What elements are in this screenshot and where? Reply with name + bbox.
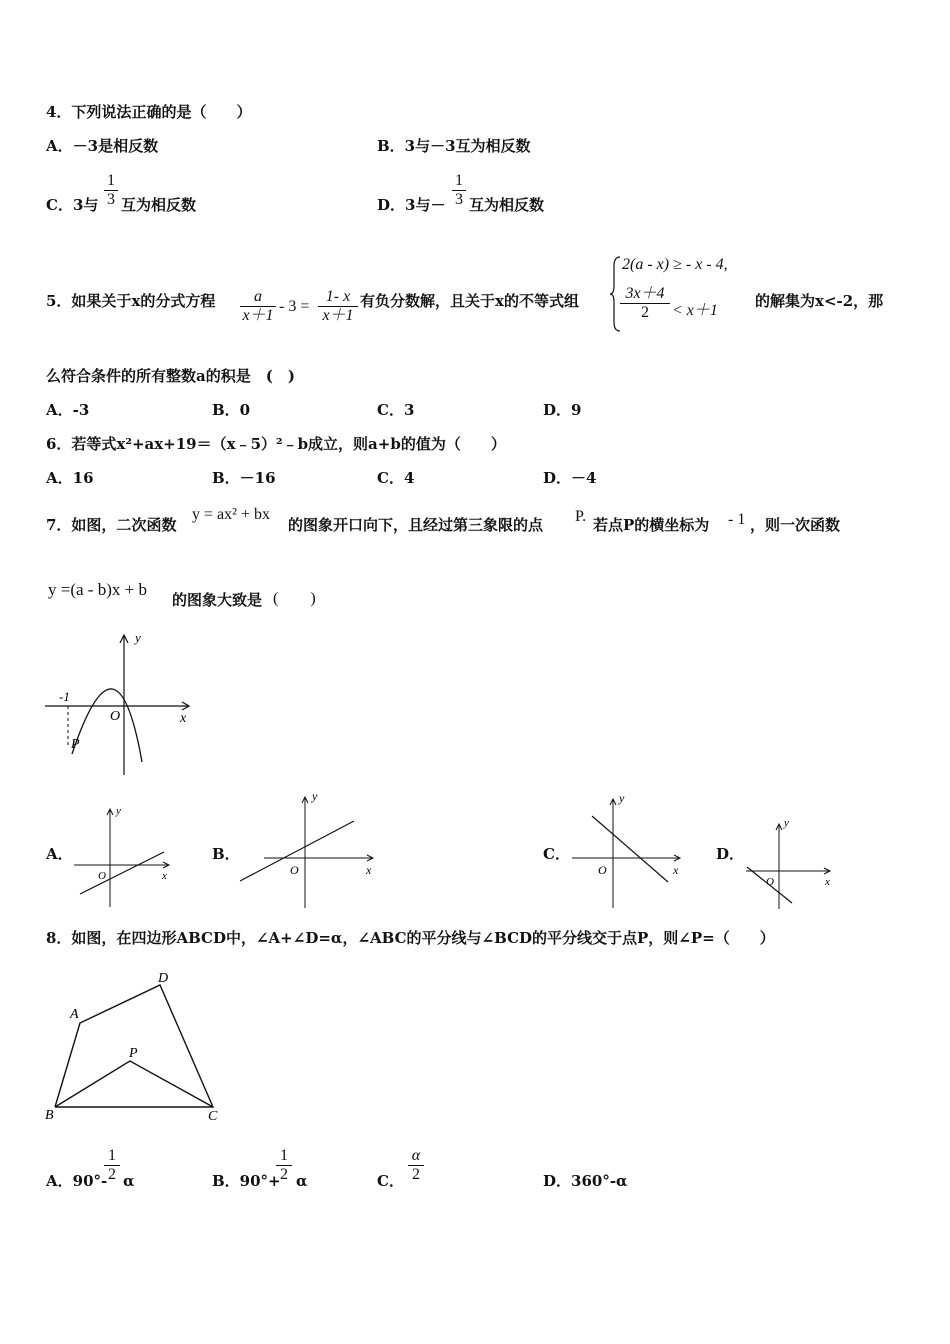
- q4-option-d-fraction: [452, 172, 466, 209]
- q8-stem: 8．如图，在四边形ABCD中，∠A+∠D=α，∠ABC的平分线与∠BCD的平分线交于点P，则∠P=（ ）: [46, 929, 775, 947]
- q8-option-a-post: α: [123, 1172, 135, 1190]
- q7-option-c-graph: [568, 790, 688, 910]
- q4-option-d-pre: D．3与－: [377, 196, 446, 214]
- q5-inequality-1: 2(a - x) ≥ - x - 4,: [622, 256, 728, 273]
- q8-quadrilateral-figure: [42, 966, 227, 1126]
- q7-option-c-label: C．: [543, 845, 570, 863]
- fraction-numerator: 1- x: [325, 288, 351, 305]
- q7-option-d-graph: [742, 815, 837, 910]
- q6-stem: 6．若等式x²+ax+19＝（x﹣5）²﹣b成立，则a+b的值为（ ）: [46, 435, 506, 453]
- q7-option-b-label: B．: [212, 845, 240, 863]
- point-p-label: P: [129, 1046, 138, 1061]
- q4-stem: 4．下列说法正确的是（ ）: [46, 103, 252, 121]
- origin-label: O: [110, 709, 121, 724]
- vertex-d-label: D: [158, 971, 169, 986]
- fraction-denominator: 2: [620, 303, 670, 322]
- q8-option-b-pre: B．90°+: [212, 1172, 281, 1190]
- x-label: x: [825, 876, 830, 888]
- q8-option-c-pre: C．: [377, 1172, 404, 1190]
- parabola-curve: [72, 689, 142, 762]
- q7-quadratic-function: y = ax² + bx: [192, 506, 270, 523]
- q5-option-b: B．0: [212, 401, 251, 419]
- fraction-numerator: 1: [107, 172, 115, 189]
- q8-option-a-fraction: [104, 1147, 120, 1184]
- fraction-numerator: α: [411, 1147, 421, 1164]
- fraction-numerator: 1: [108, 1147, 116, 1164]
- vertex-b-label: B: [45, 1108, 54, 1123]
- origin-label: O: [766, 876, 774, 888]
- fraction-numerator: 3x＋4: [625, 285, 665, 302]
- q7-option-a-graph: [70, 802, 180, 912]
- q7-stem-mid: 的图象开口向下，且经过第三象限的点: [288, 516, 544, 534]
- q8-option-b-post: α: [296, 1172, 308, 1190]
- q7-stem-line2: 的图象大致是: [172, 591, 263, 609]
- q8-option-d: D．360°-α: [543, 1172, 628, 1190]
- q5-option-c: C．3: [377, 401, 415, 419]
- q7-stem-mid2: 若点P的横坐标为: [593, 516, 710, 534]
- origin-label: O: [98, 870, 106, 882]
- fraction-denominator: 2: [408, 1165, 424, 1184]
- q7-point-p: P.: [575, 508, 587, 525]
- linear-graph-line: [80, 852, 164, 894]
- fraction-numerator: 1: [455, 172, 463, 189]
- fraction-denominator: x＋1: [318, 306, 358, 325]
- y-label: y: [135, 630, 141, 645]
- vertex-a-label: A: [70, 1007, 79, 1022]
- q7-parabola-graph: [42, 630, 202, 780]
- q7-linear-function: y =(a - b)x + b: [48, 580, 147, 599]
- q4-option-a: A．－3是相反数: [46, 137, 159, 155]
- q7-option-a-label: A．: [46, 845, 73, 863]
- q8-option-a-pre: A．90°-: [46, 1172, 108, 1190]
- origin-label: O: [598, 863, 607, 877]
- q4-option-b: B．3与－3互为相反数: [377, 137, 531, 155]
- q5-fraction-2: [318, 288, 358, 325]
- fraction-numerator: a: [254, 288, 262, 305]
- y-label: y: [619, 791, 625, 805]
- q7-stem-pre: 7．如图，二次函数: [46, 516, 177, 534]
- q5-inequality-2-fraction: [620, 285, 670, 322]
- x-label: x: [162, 870, 167, 882]
- angle-bisectors: [55, 1061, 213, 1107]
- q5-stem-pre: 5．如果关于x的分式方程: [46, 292, 216, 310]
- fraction-denominator: 2: [276, 1165, 292, 1184]
- q6-option-a: A．16: [46, 469, 94, 487]
- q7-option-b-graph: [236, 790, 381, 910]
- y-label: y: [116, 805, 121, 817]
- q5-minus-three: - 3 =: [279, 298, 310, 315]
- x-label: x: [366, 863, 372, 877]
- fraction-denominator: 2: [104, 1165, 120, 1184]
- q5-inequality-2-rhs: < x＋1: [672, 302, 718, 319]
- q5-stem-post: 的解集为x<-2，那: [755, 292, 884, 310]
- q7-option-d-label: D．: [716, 845, 745, 863]
- y-label: y: [784, 817, 789, 829]
- q5-option-d: D．9: [543, 401, 582, 419]
- x-label: x: [673, 863, 679, 877]
- fraction-denominator: 3: [452, 190, 466, 209]
- q7-neg-one: - 1: [728, 511, 746, 528]
- q6-option-c: C．4: [377, 469, 415, 487]
- q4-option-c-pre: C．3与: [46, 196, 99, 214]
- vertex-c-label: C: [208, 1109, 218, 1124]
- q6-option-b: B．－16: [212, 469, 276, 487]
- q4-option-c-post: 互为相反数: [121, 196, 197, 214]
- neg-one-label: -1: [59, 689, 70, 704]
- q4-option-d-post: 互为相反数: [469, 196, 545, 214]
- q7-answer-paren: ( ): [273, 590, 316, 607]
- q8-option-b-fraction: [276, 1147, 292, 1184]
- q6-option-d: D．－4: [543, 469, 597, 487]
- y-label: y: [312, 789, 318, 803]
- q7-stem-post: ，则一次函数: [750, 516, 841, 534]
- fraction-numerator: 1: [280, 1147, 288, 1164]
- q5-stem-line2: 么符合条件的所有整数a的积是 ( ): [46, 367, 295, 385]
- q8-option-c-fraction: [408, 1147, 424, 1184]
- q5-option-a: A．-3: [46, 401, 90, 419]
- q4-option-c-fraction: [104, 172, 118, 209]
- origin-label: O: [290, 863, 299, 877]
- point-p-label: P: [71, 737, 80, 752]
- fraction-denominator: x＋1: [240, 306, 276, 325]
- q5-fraction-1: [240, 288, 276, 325]
- fraction-denominator: 3: [104, 190, 118, 209]
- x-label: x: [180, 711, 187, 726]
- q5-stem-mid: 有负分数解，且关于x的不等式组: [360, 292, 579, 310]
